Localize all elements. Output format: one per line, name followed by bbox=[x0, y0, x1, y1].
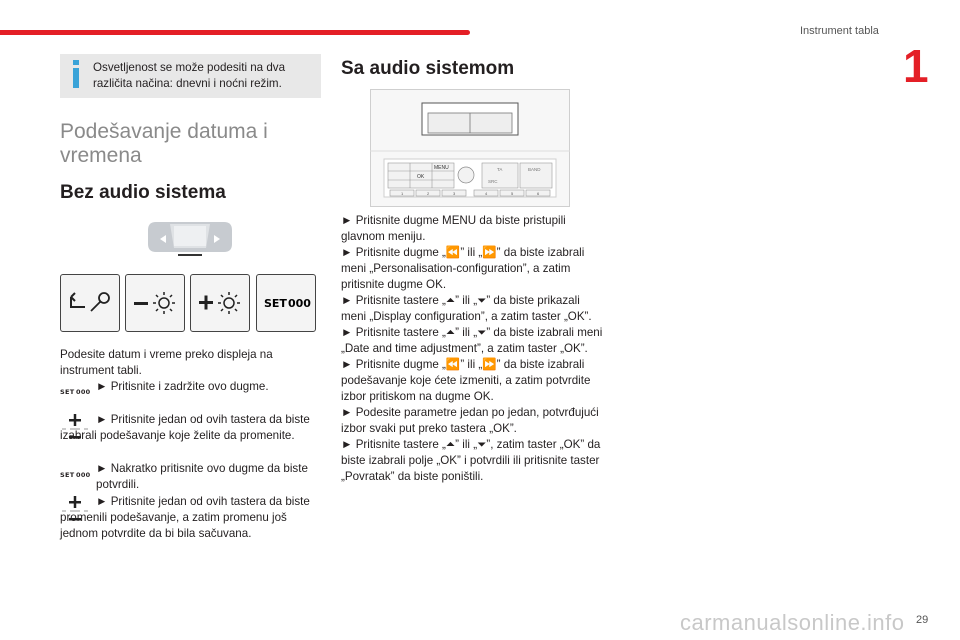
set-key-label: SET bbox=[264, 297, 287, 310]
back-settings-key[interactable] bbox=[60, 274, 120, 332]
brightness-minus-key[interactable] bbox=[125, 274, 185, 332]
wrench-icon bbox=[91, 293, 109, 311]
info-note bbox=[60, 54, 321, 98]
section-title: Podešavanje datuma i vremena bbox=[60, 120, 268, 167]
brightness-icon bbox=[218, 292, 240, 314]
chapter-number: 1 bbox=[903, 40, 929, 92]
preset-6-label: 6 bbox=[537, 191, 540, 196]
info-icon bbox=[73, 60, 79, 90]
no-audio-step-2: ► Pritisnite jedan od ovih tastera da biste izabrali podešavanje koje želite da promenite. bbox=[60, 413, 310, 442]
no-audio-step-4: ► Pritisnite jedan od ovih tastera da biste promenili podešavanje, a zatim promenu još jednom potvrdite da bi bila sačuvana. bbox=[60, 495, 310, 540]
preset-2-label: 2 bbox=[427, 191, 430, 196]
with-audio-step-4: ► Pritisnite tastere „⏶” ili „⏷” da biste izabrali meni „Date and time adjustment”, a zatim taster „OK”. bbox=[341, 326, 603, 355]
header-title: Instrument tabla bbox=[800, 25, 879, 37]
page-number: 29 bbox=[916, 614, 929, 626]
no-audio-step-3: ► Nakratko pritisnite ovo dugme da biste potvrdili. bbox=[96, 462, 308, 491]
set-key[interactable] bbox=[256, 274, 316, 332]
preset-5-label: 5 bbox=[511, 191, 514, 196]
panel-src-label: SRC bbox=[488, 179, 498, 184]
with-audio-step-7: ► Pritisnite tastere „⏶” ili „⏷”, zatim taster „OK” da biste izabrali polje „OK” i potvrdili ili pritisnite taster „Povratak” da biste poništili. bbox=[341, 438, 601, 483]
instrument-cluster-illustration bbox=[140, 218, 240, 260]
with-audio-step-1: ► Pritisnite dugme MENU da biste pristupili glavnom meniju. bbox=[341, 214, 566, 243]
with-audio-step-3: ► Pritisnite tastere „⏶” ili „⏷” da biste prikazali meni „Display configuration”, a zatim taster „OK”. bbox=[341, 294, 592, 323]
set-key-value: 000 bbox=[288, 297, 311, 310]
preset-4-label: 4 bbox=[485, 191, 488, 196]
with-audio-step-6: ► Podesite parametre jedan po jedan, potvrđujući izbor svaki put preko tastera „OK”. bbox=[341, 406, 599, 435]
audio-panel-illustration bbox=[370, 89, 570, 207]
with-audio-steps bbox=[341, 213, 607, 485]
panel-ta-label: TA bbox=[497, 167, 503, 172]
header-accent-bar bbox=[0, 30, 470, 35]
brightness-icon bbox=[153, 292, 175, 314]
panel-menu-label: MENU bbox=[434, 165, 449, 171]
preset-3-label: 3 bbox=[453, 191, 456, 196]
panel-band-label: BAND bbox=[528, 167, 541, 172]
plus-icon bbox=[199, 296, 213, 310]
panel-ok-label: OK bbox=[417, 174, 425, 180]
minus-icon bbox=[134, 302, 148, 305]
with-audio-step-5: ► Pritisnite dugme „⏪” ili „⏩” da biste izabrali podešavanje koje ćete izmeniti, a zatim potvrdite izbor pritiskom na dugme OK. bbox=[341, 358, 591, 403]
brightness-plus-key[interactable] bbox=[190, 274, 250, 332]
with-audio-subtitle: Sa audio sistemom bbox=[341, 58, 515, 79]
preset-1-label: 1 bbox=[401, 191, 404, 196]
back-arrow-icon bbox=[71, 293, 85, 307]
info-note-text: Osvetljenost se može podesiti na dva različita načina: dnevni i noćni režim. bbox=[93, 61, 286, 90]
no-audio-intro: Podesite datum i vreme preko displeja na instrument tabli. bbox=[60, 348, 273, 377]
no-audio-step-1: ► Pritisnite i zadržite ovo dugme. bbox=[96, 380, 269, 393]
no-audio-subtitle: Bez audio sistema bbox=[60, 182, 226, 203]
with-audio-step-2: ► Pritisnite dugme „⏪” ili „⏩” da biste izabrali meni „Personalisation-configuration”, a zatim pritisnite dugme OK. bbox=[341, 246, 585, 291]
footer-watermark: carmanualsonline.info bbox=[680, 610, 905, 635]
